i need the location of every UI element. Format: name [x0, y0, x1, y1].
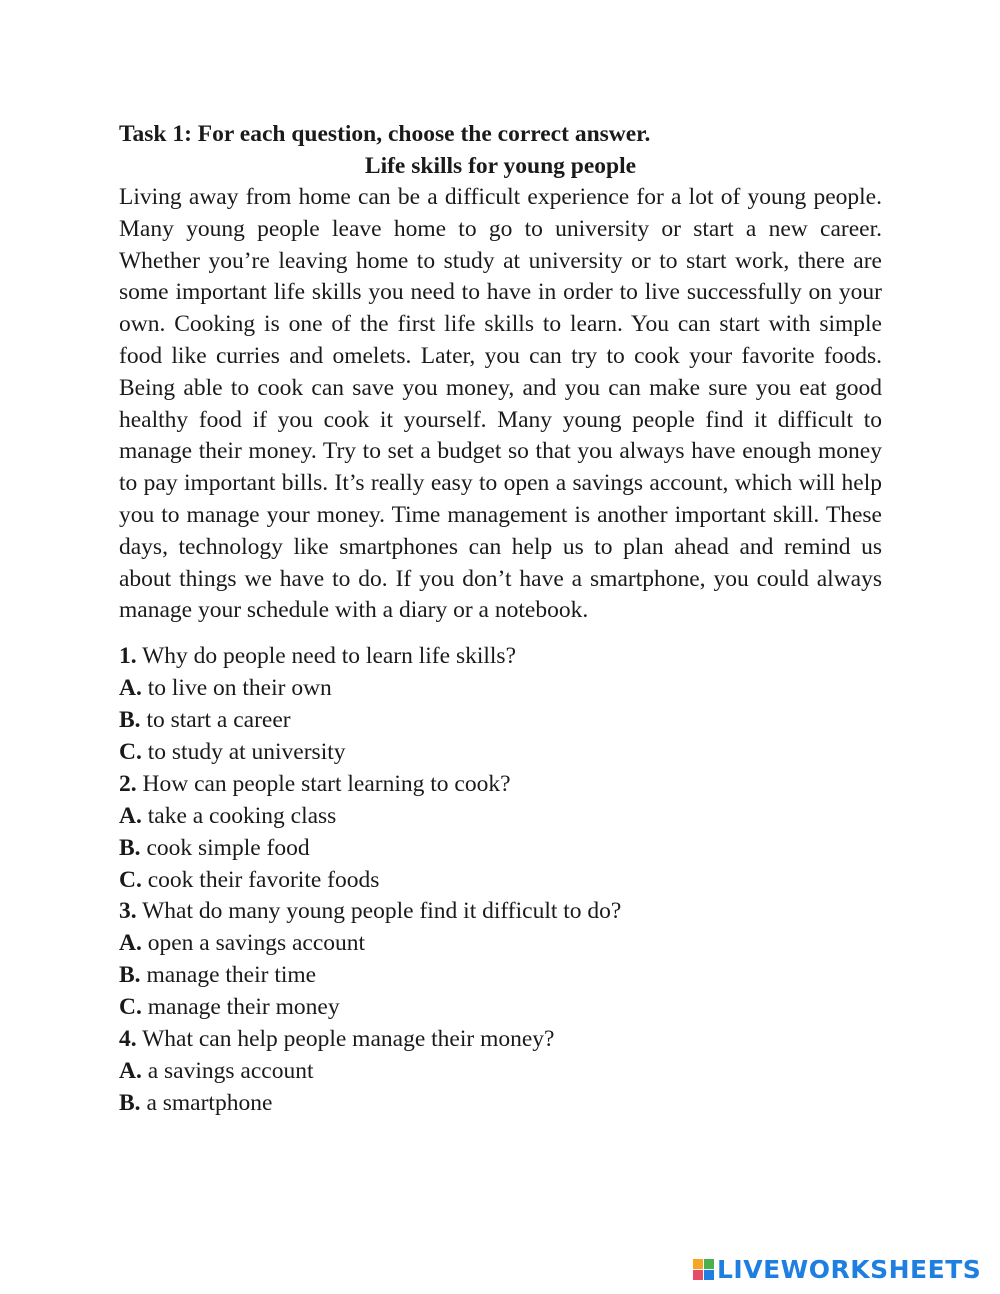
- option-2b[interactable]: [119, 833, 882, 865]
- option-text: to study at university: [147, 738, 346, 765]
- option-letter: A.: [119, 930, 142, 957]
- question-number: 1.: [119, 643, 137, 670]
- option-1a[interactable]: [119, 673, 882, 705]
- question-text: What can help people manage their money?: [142, 1026, 555, 1053]
- option-letter: B.: [119, 1089, 141, 1116]
- question-text: How can people start learning to cook?: [142, 770, 511, 797]
- worksheet-page: [119, 118, 882, 1120]
- option-text: manage their time: [146, 962, 317, 989]
- option-text: to start a career: [146, 706, 291, 733]
- logo-mark-cell: [693, 1270, 703, 1280]
- option-letter: C.: [119, 994, 142, 1021]
- question-text: Why do people need to learn life skills?: [142, 643, 517, 670]
- option-text: open a savings account: [147, 930, 366, 957]
- task-title: Task 1: For each question, choose the correct answer.: [119, 121, 651, 147]
- question-text: What do many young people find it difficult to do?: [142, 898, 622, 925]
- question-2: [119, 769, 882, 801]
- option-letter: C.: [119, 738, 142, 765]
- question-3: [119, 896, 882, 928]
- option-3a[interactable]: [119, 928, 882, 960]
- option-letter: A.: [119, 675, 142, 702]
- option-4a[interactable]: [119, 1056, 882, 1088]
- option-letter: B.: [119, 962, 141, 989]
- option-letter: A.: [119, 802, 142, 829]
- question-1: [119, 641, 882, 673]
- passage-title: Life skills for young people: [364, 153, 637, 179]
- option-3c[interactable]: [119, 992, 882, 1024]
- option-letter: B.: [119, 834, 141, 861]
- logo-brand-text: LIVEWORKSHEETS: [717, 1254, 982, 1284]
- logo-mark-cell: [704, 1270, 714, 1280]
- logo-mark-cell: [693, 1259, 703, 1269]
- question-number: 2.: [119, 770, 137, 797]
- question-number: 4.: [119, 1026, 137, 1053]
- option-text: cook simple food: [146, 834, 310, 861]
- option-text: a savings account: [147, 1057, 314, 1084]
- option-text: to live on their own: [147, 675, 332, 702]
- option-1b[interactable]: [119, 705, 882, 737]
- passage-text: Living away from home can be a difficult experience for a lot of young people. Many young people leave home to go to university or start a new career. Whether you’re leaving home to study at university or to start work, there are some important life skills you need to have in order to live successfully on your own. Cooking is one of the first life skills to learn. You can start with simple food like curries and omelets. Later, you can try to cook your favorite foods. Being able to cook can save you money, and you can make sure you eat good healthy food if you cook it yourself. Many young people find it difficult to manage their money. Try to set a budget so that you always have enough money to pay important bills. It’s really easy to open a savings account, which will help you to manage your money. Time management is another important skill. These days, technology like smartphones can help us to plan ahead and remind us about things we have to do. If you don’t have a smartphone, you could always manage your schedule with a diary or a notebook.: [119, 184, 882, 624]
- option-text: a smartphone: [146, 1089, 273, 1116]
- logo-mark-cell: [704, 1259, 714, 1269]
- liveworksheets-mark-icon: [693, 1259, 714, 1280]
- option-letter: A.: [119, 1057, 142, 1084]
- question-4: [119, 1024, 882, 1056]
- option-1c[interactable]: [119, 737, 882, 769]
- liveworksheets-logo[interactable]: [693, 1254, 981, 1284]
- option-text: take a cooking class: [147, 802, 337, 829]
- option-letter: C.: [119, 866, 142, 893]
- question-number: 3.: [119, 898, 137, 925]
- question-list: [119, 641, 882, 1120]
- option-letter: B.: [119, 706, 141, 733]
- option-4b[interactable]: [119, 1088, 882, 1120]
- option-text: manage their money: [147, 994, 340, 1021]
- option-2c[interactable]: [119, 865, 882, 897]
- option-text: cook their favorite foods: [147, 866, 380, 893]
- option-2a[interactable]: [119, 801, 882, 833]
- option-3b[interactable]: [119, 960, 882, 992]
